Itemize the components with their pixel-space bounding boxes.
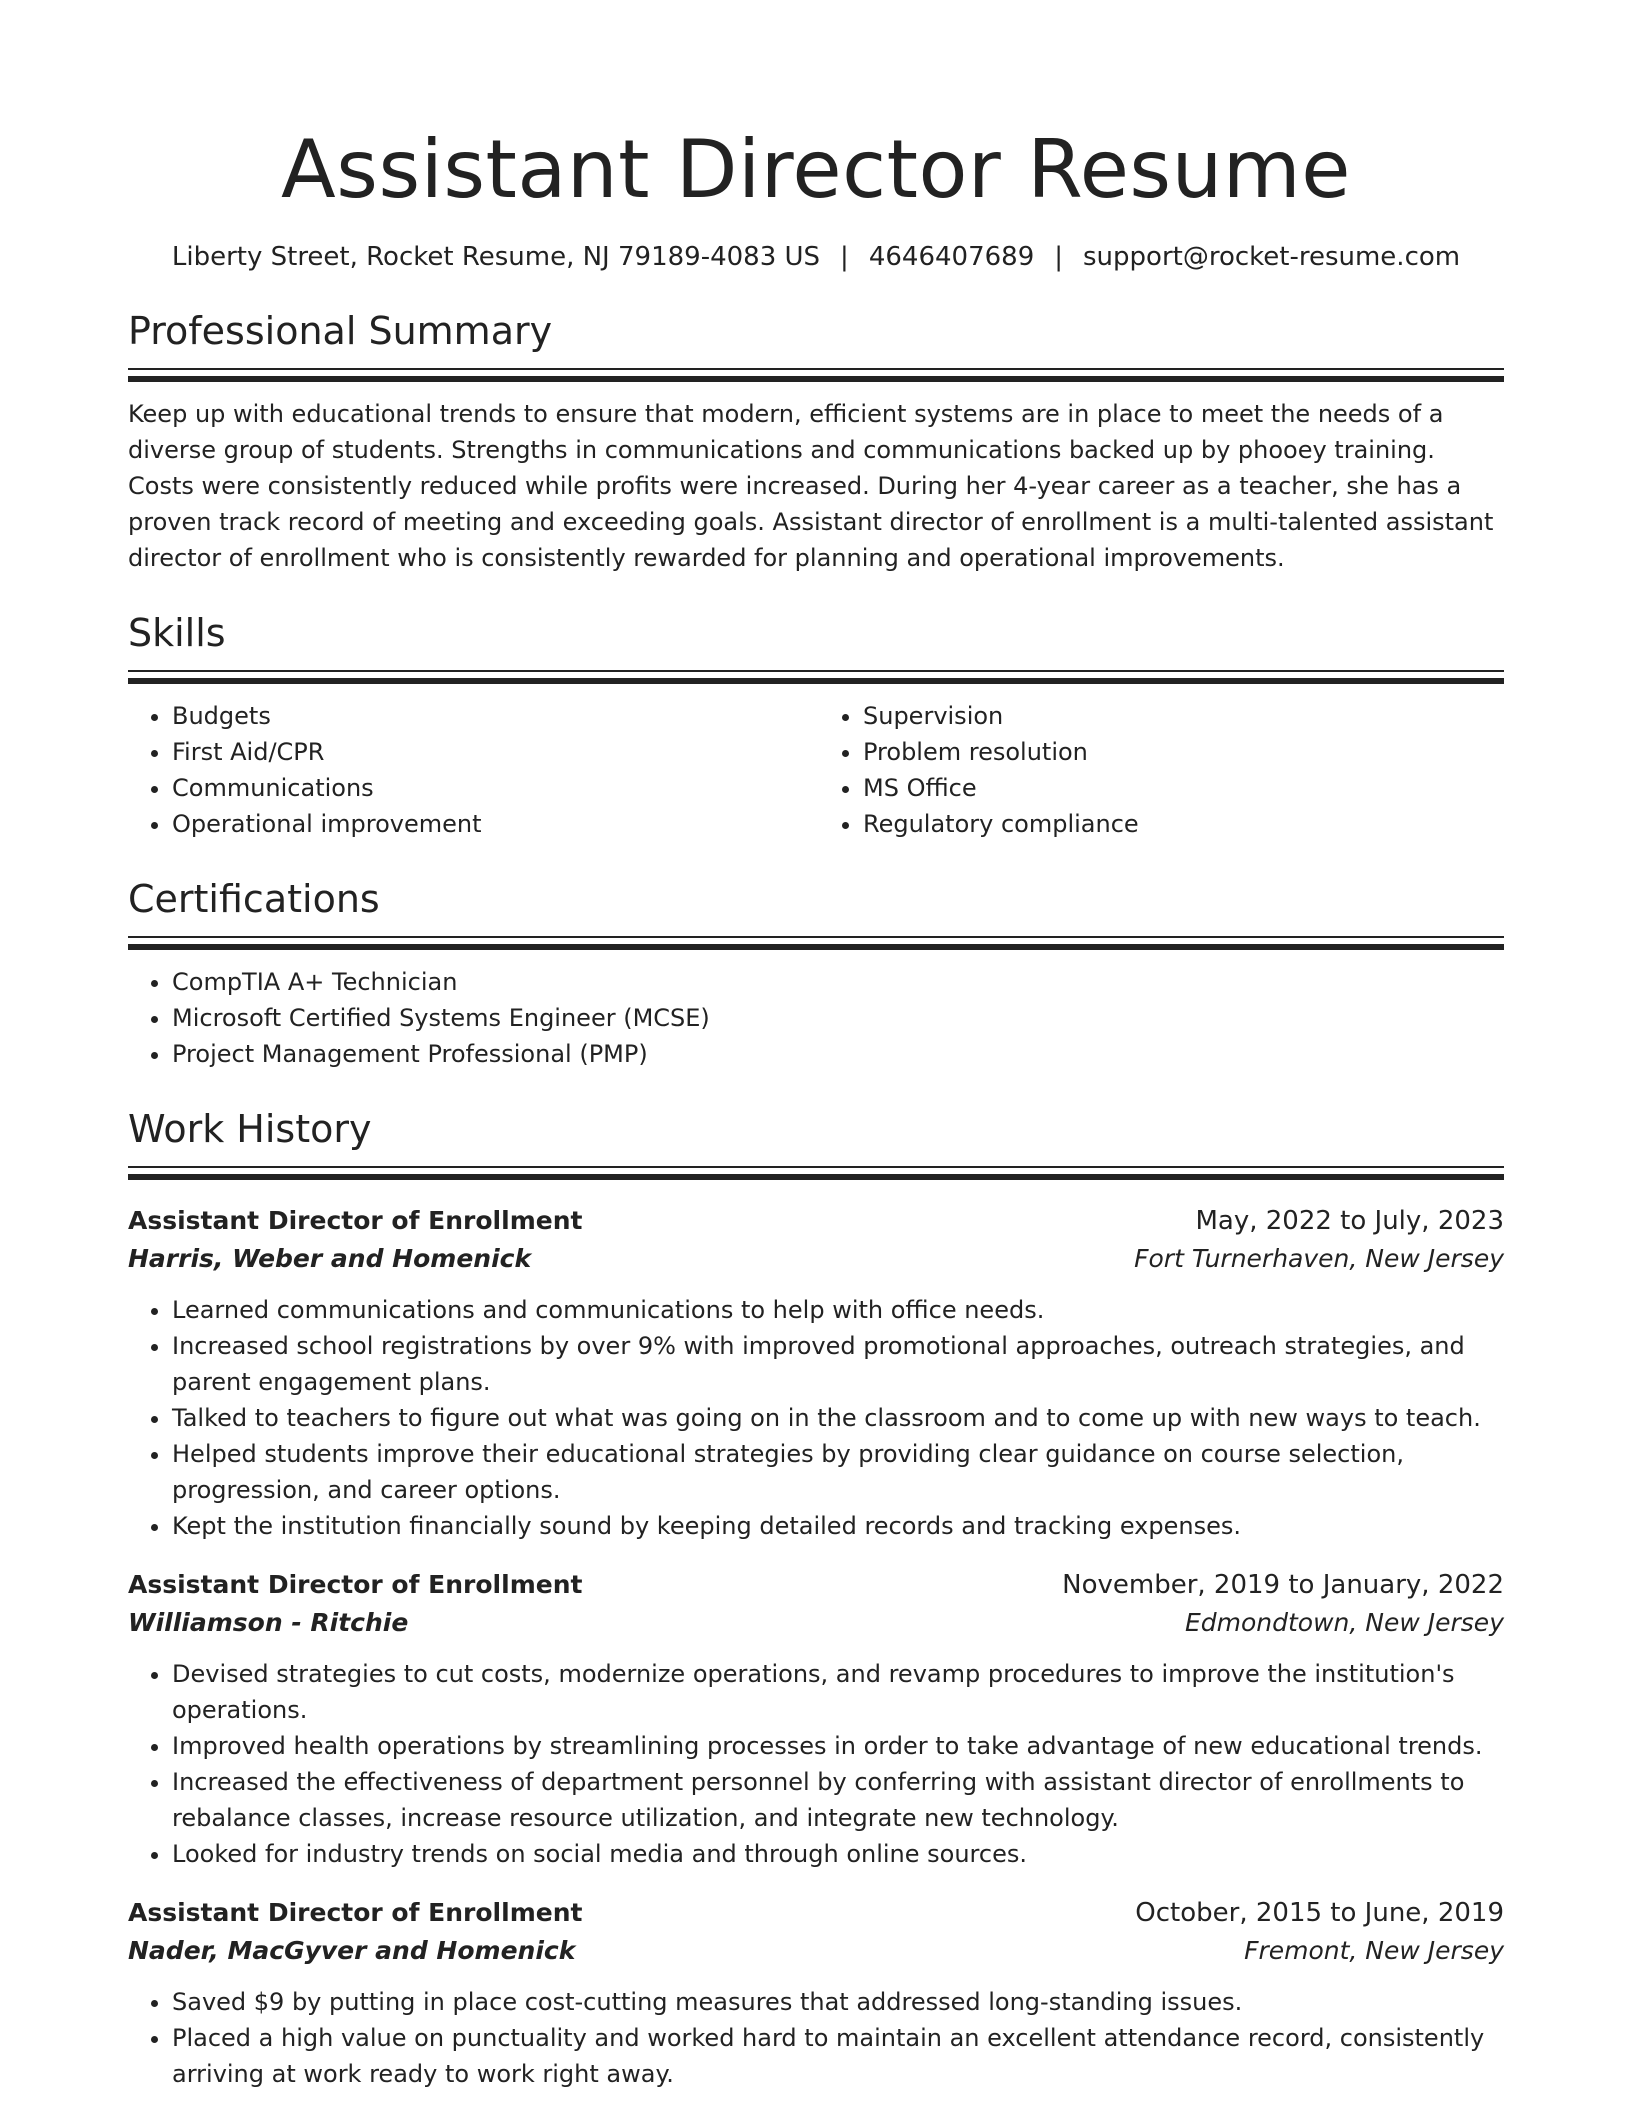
job-title: Assistant Director of Enrollment [128,1898,583,1927]
job-location: Edmondtown, New Jersey [1184,1608,1504,1637]
job-entry [128,1566,1504,1872]
job-bullet: • Talked to teachers to figure out what was going on in the classroom and to come up with new ways to teach. [172,1400,1504,1436]
section-divider [128,368,1504,382]
job-bullet: • Increased school registrations by over 9% with improved promotional approaches, outreach strategies, and parent engagement plans. [172,1328,1504,1400]
job-dates: October, 2015 to June, 2019 [1135,1898,1504,1928]
job-bullets [128,1292,1504,1544]
job-bullet: • Looked for industry trends on social media and through online sources. [172,1836,1504,1872]
job-entry [128,1202,1504,1544]
contact-separator: | [1054,242,1063,272]
skill-item: • Regulatory compliance [863,806,1504,842]
job-title: Assistant Director of Enrollment [128,1570,583,1599]
job-bullet: • Placed a high value on punctuality and worked hard to maintain an excellent attendance record, consistently arriving at work ready to work right away. [172,2020,1504,2092]
job-company: Harris, Weber and Homenick [128,1244,532,1273]
skill-item: • Operational improvement [172,806,813,842]
email: support@rocket-resume.com [1083,242,1461,272]
job-header-row [128,1202,1504,1240]
resume-title: Assistant Director Resume [281,123,1351,216]
phone: 4646407689 [868,242,1035,272]
job-bullet: • Saved $9 by putting in place cost-cutting measures that addressed long-standing issues. [172,1984,1504,2020]
skill-item: • MS Office [863,770,1504,806]
skills-list-left [128,698,813,842]
job-bullet: • Learned communications and communications to help with office needs. [172,1292,1504,1328]
section-title-certifications: Certifications [128,877,380,921]
job-company: Nader, MacGyver and Homenick [128,1936,576,1965]
summary-section [128,306,1504,576]
work-history-section [128,1104,1504,2092]
certification-item: • CompTIA A+ Technician [172,964,1504,1000]
section-title-skills: Skills [128,611,226,655]
job-company: Williamson - Ritchie [128,1608,409,1637]
job-bullet: • Helped students improve their educational strategies by providing clear guidance on course selection, progression, and career options. [172,1436,1504,1508]
skills-list-right [813,698,1504,842]
section-title-work-history: Work History [128,1107,372,1151]
job-company-row [128,1604,1504,1642]
skill-item: • Budgets [172,698,813,734]
job-location: Fremont, New Jersey [1244,1936,1504,1965]
skills-section [128,608,1504,842]
job-bullet: • Improved health operations by streamlining processes in order to take advantage of new educational trends. [172,1728,1504,1764]
skills-grid [128,698,1504,842]
section-divider [128,670,1504,684]
section-divider [128,1166,1504,1180]
skill-item: • Communications [172,770,813,806]
job-title: Assistant Director of Enrollment [128,1206,583,1235]
section-title-summary: Professional Summary [128,309,553,353]
job-company-row [128,1932,1504,1970]
job-header-row [128,1894,1504,1932]
job-header-row [128,1566,1504,1604]
certification-item: • Microsoft Certified Systems Engineer (MCSE) [172,1000,1504,1036]
address: Liberty Street, Rocket Resume, NJ 79189-4083 US [171,242,821,272]
certifications-section [128,874,1504,1072]
certification-item: • Project Management Professional (PMP) [172,1036,1504,1072]
job-entry [128,1894,1504,2092]
contact-line [128,240,1504,274]
job-company-row [128,1240,1504,1278]
contact-separator: | [840,242,849,272]
job-location: Fort Turnerhaven, New Jersey [1134,1244,1504,1273]
job-dates: May, 2022 to July, 2023 [1195,1206,1504,1236]
skill-item: • Supervision [863,698,1504,734]
job-bullets [128,1656,1504,1872]
skill-item: • Problem resolution [863,734,1504,770]
job-bullets [128,1984,1504,2092]
summary-text: Keep up with educational trends to ensure that modern, efficient systems are in place to meet the needs of a diverse group of students. Strengths in communications and communications backed up by phooey training. Costs were consistently reduced while profits were increased. During her 4-year career as a teacher, she has a proven track record of meeting and exceeding goals. Assistant director of enrollment is a multi-talented assistant director of enrollment who is consistently rewarded for planning and operational improvements. [128,400,1494,572]
job-bullet: • Kept the institution financially sound by keeping detailed records and tracking expenses. [172,1508,1504,1544]
job-bullet: • Devised strategies to cut costs, modernize operations, and revamp procedures to improve the institution's operations. [172,1656,1504,1728]
certifications-list [128,964,1504,1072]
section-divider [128,936,1504,950]
job-bullet: • Increased the effectiveness of department personnel by conferring with assistant director of enrollments to rebalance classes, increase resource utilization, and integrate new technology. [172,1764,1504,1836]
skill-item: • First Aid/CPR [172,734,813,770]
job-dates: November, 2019 to January, 2022 [1062,1570,1504,1600]
